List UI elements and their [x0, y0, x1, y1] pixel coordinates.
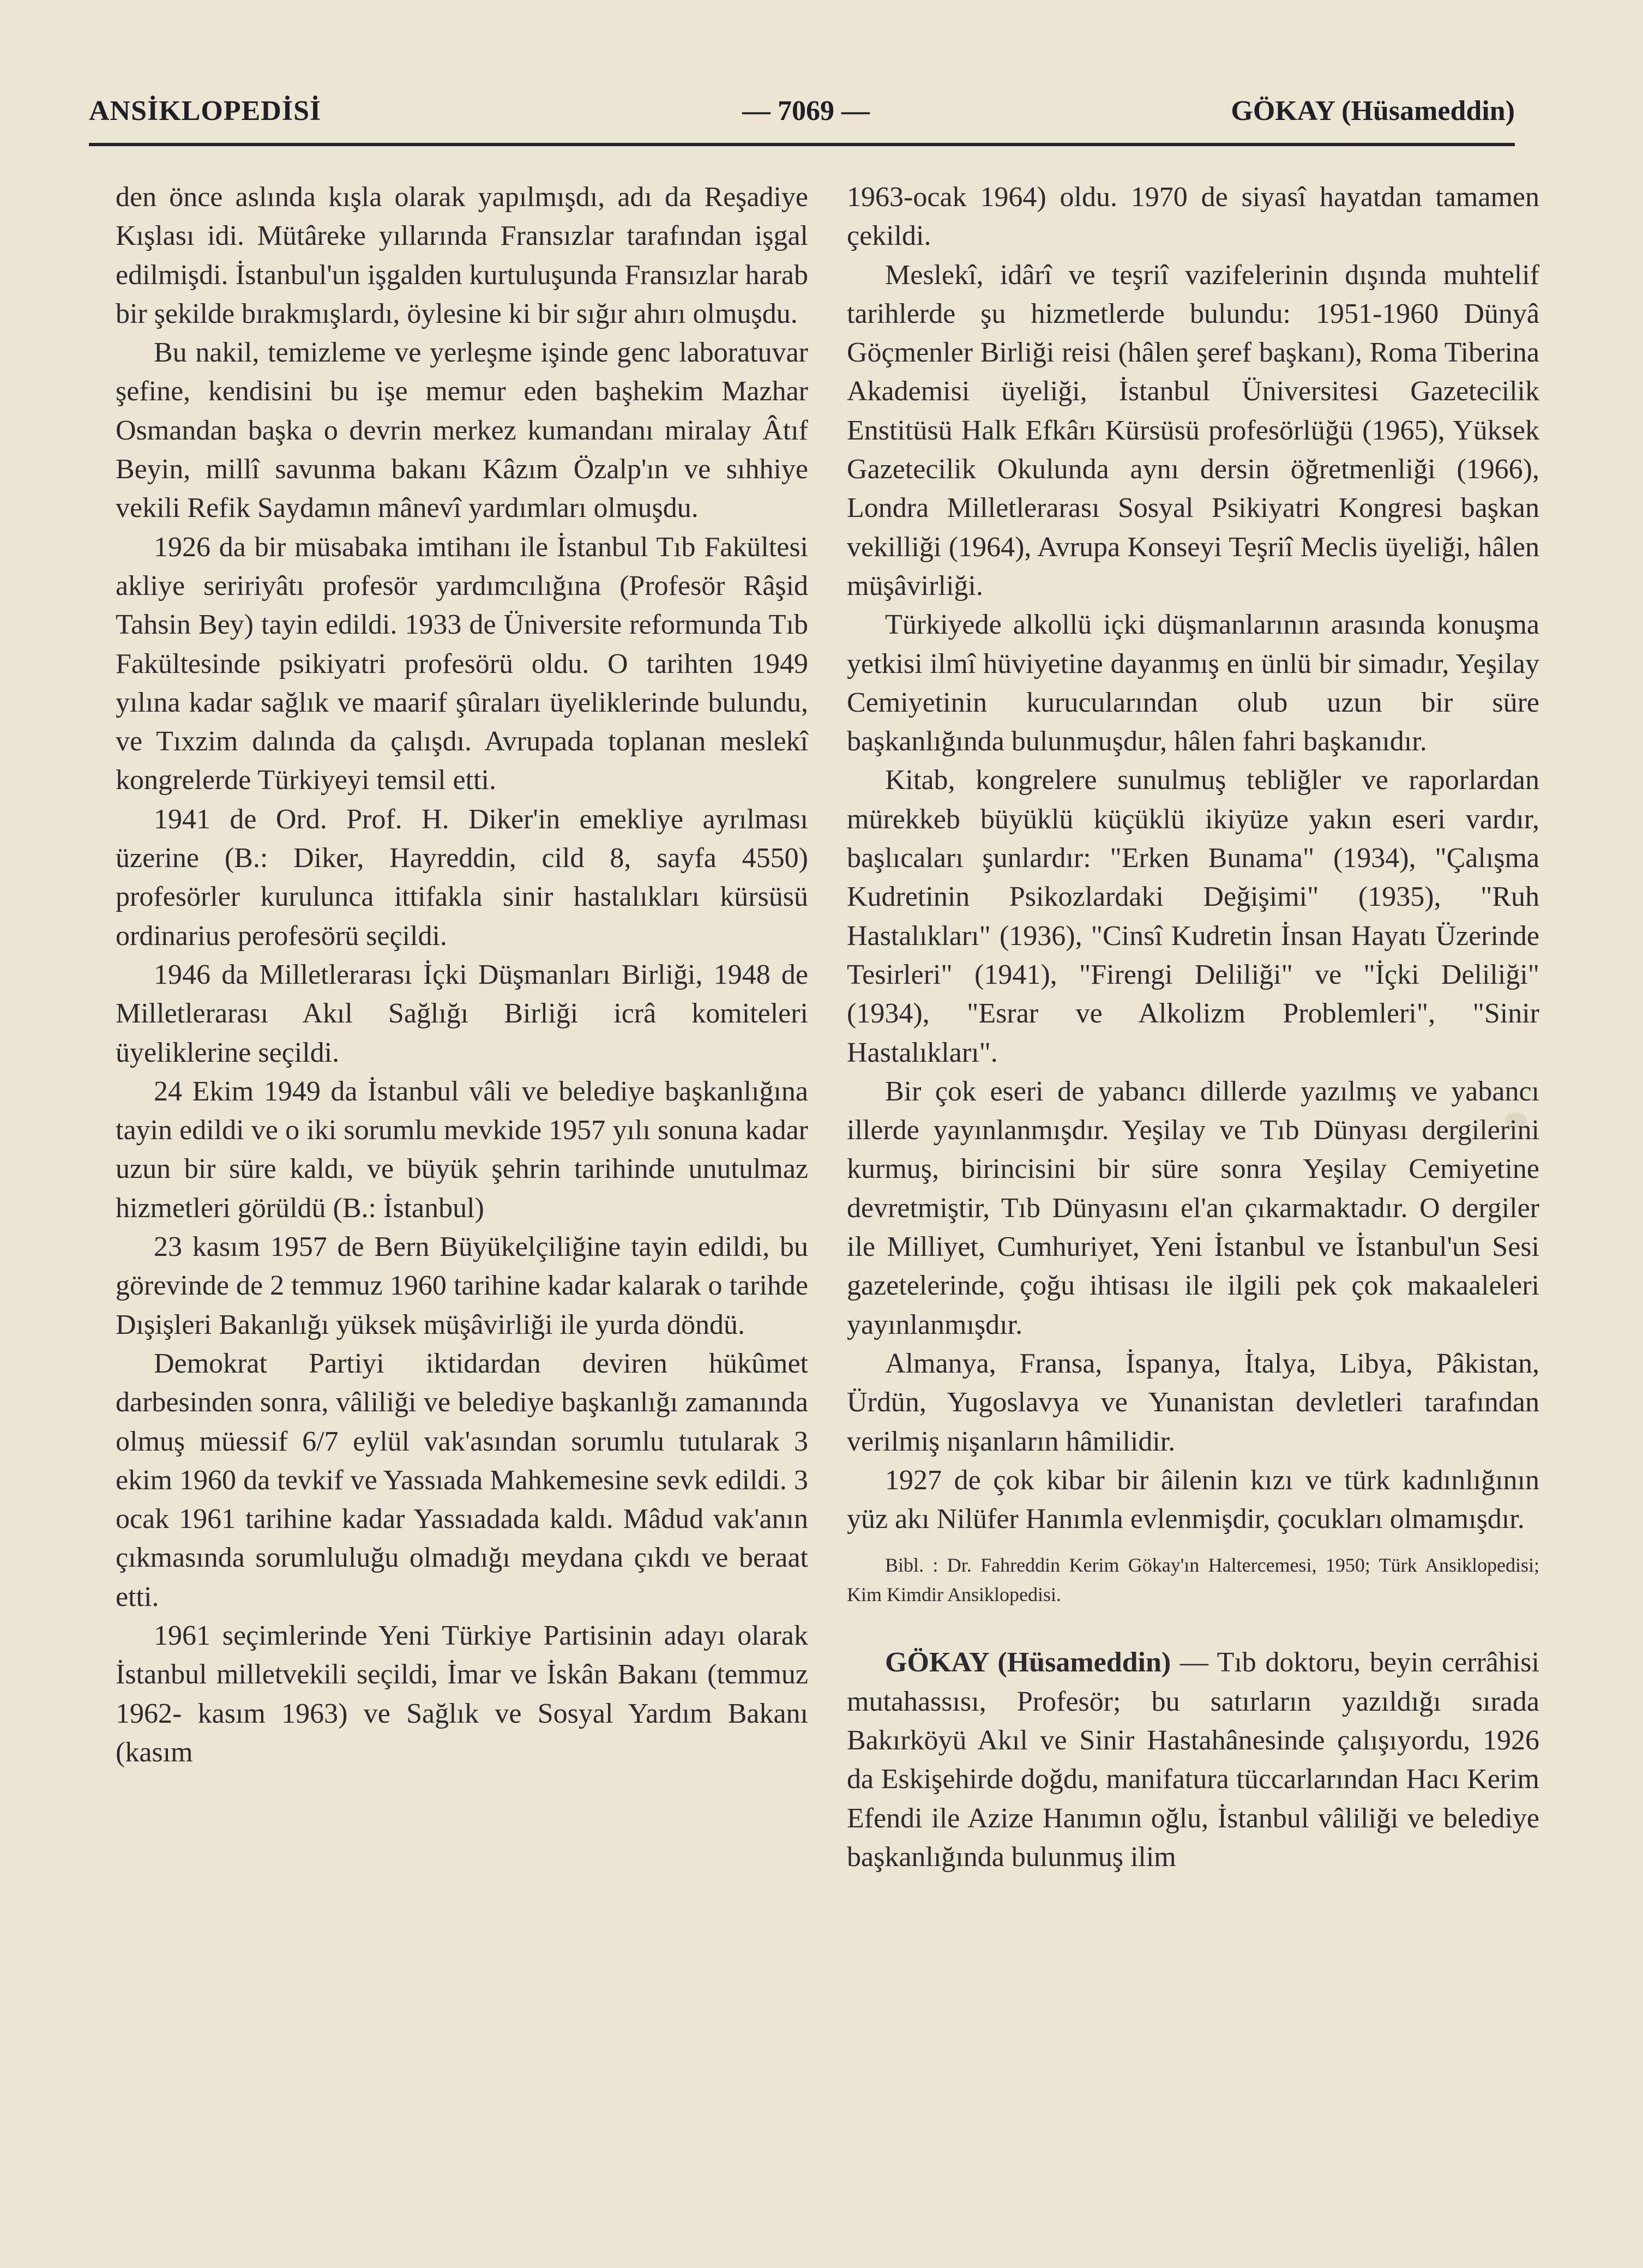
paragraph: Bu nakil, temizleme ve yerleşme işinde genc laboratuvar şefine, kendisini bu işe memur eden başhekim Mazhar Osmandan başka o devrin merkez kumandanı miralay Âtıf Beyin, millî savunma bakanı Kâzım Özalp'ın ve sıhhiye vekili Refik Saydamın mânevî yardımları olmuşdu. — [116, 337, 808, 524]
paragraph: Demokrat Partiyi iktidardan deviren hükûmet darbesinden sonra, vâliliği ve belediye başkanlığı zamanında olmuş müessif 6/7 eylül vak'asından sorumlu tutularak 3 ekim 1960 da tevkif ve Yassıada Mahkemesine sevk edildi. 3 ocak 1961 tarihine kadar Yassıadada kaldı. Mâdud vak'anın çıkmasında sorumluluğu olmadığı meydana çıkdı ve beraat etti. — [116, 1347, 808, 1613]
paragraph: Almanya, Fransa, İspanya, İtalya, Libya, Pâkistan, Ürdün, Yugoslavya ve Yunanistan devletleri tarafından verilmiş nişanların hâmilidir. — [847, 1347, 1539, 1457]
paragraph: Kitab, kongrelere sunulmuş tebliğler ve raporlardan mürekkeb büyüklü küçüklü ikiyüze yakın eseri vardır, başlıcaları şunlardır: "Erken Bunama" (1934), "Çalışma Kudretinin Psikozlardaki Değişimi" (1935), "Ruh Hastalıkları" (1936), "Cinsî Kudretin İnsan Hayatı Üzerinde Tesirleri" (1941), "Firengi Deliliği" ve "İçki Deliliği" (1934), "Esrar ve Alkolizm Problemleri", "Sinir Hastalıkları". — [847, 765, 1539, 1068]
header-publication: ANSİKLOPEDİSİ — [89, 95, 322, 127]
paragraph: 1946 da Milletlerarası İçki Düşmanları Birliği, 1948 de Milletlerarası Akıl Sağlığı Birliği icrâ komiteleri üyeliklerine seçildi. — [116, 959, 808, 1068]
paragraph: den önce aslında kışla olarak yapılmışdı, adı da Reşadiye Kışlası idi. Mütâreke yıllarında Fransızlar tarafından işgal edilmişdi. İstanbul'un işgalden kurtuluşunda Fransızlar harab bir şekilde bırakmışlardı, öylesine ki bir sığır ahırı olmuşdu. — [116, 182, 808, 329]
entry-text: — Tıb doktoru, beyin cerrâhisi mutahassısı, Profesör; bu satırların yazıldığı sırada Bakırköyü Akıl ve Sinir Hastahânesinde çalışıyordu, 1926 da Eskişehirde doğdu, manifatura tüccarlarından Hacı Kerim Efendi ile Azize Hanımın oğlu, İstanbul vâliliği ve belediye başkanlığında bulunmuş ilim — [847, 1647, 1539, 1873]
right-column — [847, 178, 1539, 2250]
header-entry-title: GÖKAY (Hüsameddin) — [1231, 95, 1515, 127]
paragraph: Bir çok eseri de yabancı dillerde yazılmış ve yabancı illerde yayınlanmışdır. Yeşilay ve Tıb Dünyası dergilerini kurmuş, birincisini bir süre sonra Yeşilay Cemiyetine devretmiştir, Tıb Dünyasını el'an çıkarmaktadır. O dergiler ile Milliyet, Cumhuriyet, Yeni İstanbul ve İstanbul'un Sesi gazetelerinde, çoğu ihtisası ile ilgili pek çok makaaleleri yayınlanmışdır. — [847, 1075, 1539, 1340]
new-entry-paragraph — [847, 1643, 1539, 1876]
paragraph: 1926 da bir müsabaka imtihanı ile İstanbul Tıb Fakültesi akliye seririyâtı profesör yardımcılığına (Profesör Râşid Tahsin Bey) tayin edildi. 1933 de Üniversite reformunda Tıb Fakültesinde psikiyatri profesörü oldu. O tarihten 1949 yılına kadar sağlık ve maarif şûraları üyeliklerinde bulundu, ve Tıxzim dalında da çalışdı. Avrupada toplanan meslekî kongrelerde Türkiyeyi temsil etti. — [116, 531, 808, 796]
page-number: — 7069 — — [742, 95, 870, 127]
paragraph: Meslekî, idârî ve teşriî vazifelerinin dışında muhtelif tarihlerde şu hizmetlerde bulundu: 1951-1960 Dünyâ Göçmenler Birliği reisi (hâlen şeref başkanı), Roma Tiberina Akademisi üyeliği, İstanbul Üniversitesi Gazetecilik Enstitüsü Halk Efkârı Kürsüsü profesörlüğü (1965), Yüksek Gazetecilik Okulunda aynı dersin öğretmenliği (1966), Londra Milletlerarası Sosyal Psikiyatri Kongresi başkan vekilliği (1964), Avrupa Konseyi Teşriî Meclis üyeliği, hâlen müşâvirliği. — [847, 259, 1539, 601]
paragraph: 24 Ekim 1949 da İstanbul vâli ve belediye başkanlığına tayin edildi ve o iki sorumlu mevkide 1957 yılı sonuna kadar uzun bir süre kaldı, ve büyük şehrin tarihinde unutulmaz hizmetleri görüldü (B.: İstanbul) — [116, 1075, 808, 1224]
running-header — [89, 92, 1515, 135]
paragraph: 23 kasım 1957 de Bern Büyükelçiliğine tayin edildi, bu görevinde de 2 temmuz 1960 tarihine kadar kalarak o tarihde Dışişleri Bakanlığı yüksek müşâvirliği ile yurda döndü. — [116, 1231, 808, 1340]
entry-heading: GÖKAY (Hüsameddin) — [885, 1647, 1171, 1679]
paragraph: 1961 seçimlerinde Yeni Türkiye Partisinin adayı olarak İstanbul milletvekili seçildi, İmar ve İskân Bakanı (temmuz 1962- kasım 1963) ve Sağlık ve Sosyal Yardım Bakanı (kasım — [116, 1620, 808, 1768]
header-rule — [89, 143, 1515, 146]
paragraph: 1941 de Ord. Prof. H. Diker'in emekliye ayrılması üzerine (B.: Diker, Hayreddin, cild 8, sayfa 4550) profesörler kurulunca ittifakla sinir hastalıkları kürsüsü ordinarius perofesörü seçildi. — [116, 803, 808, 952]
left-column — [116, 178, 808, 2250]
bibliography: Bibl. : Dr. Fahreddin Kerim Gökay'ın Haltercemesi, 1950; Türk Ansiklopedisi; Kim Kimdir Ansiklopedisi. — [847, 1554, 1539, 1606]
paragraph: 1927 de çok kibar bir âilenin kızı ve türk kadınlığının yüz akı Nilüfer Hanımla evlenmişdir, çocukları olmamışdır. — [847, 1464, 1539, 1535]
paragraph: Türkiyede alkollü içki düşmanlarının arasında konuşma yetkisi ilmî hüviyetine dayanmış en ünlü bir simadır, Yeşilay Cemiyetinin kurucularından olub uzun bir süre başkanlığında bulunmuşdur, hâlen fahri başkanıdır. — [847, 609, 1539, 757]
paragraph: 1963-ocak 1964) oldu. 1970 de siyasî hayatdan tamamen çekildi. — [847, 182, 1539, 252]
